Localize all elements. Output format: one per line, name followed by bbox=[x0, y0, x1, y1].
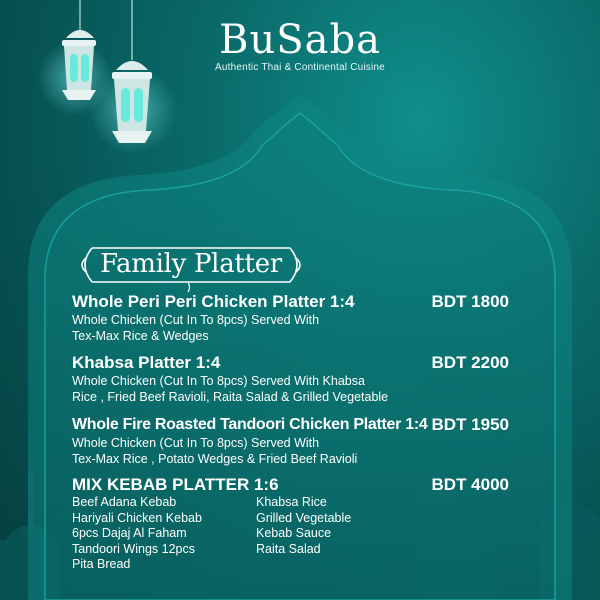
item-price: BDT 1950 bbox=[431, 415, 509, 434]
item-name: Whole Peri Peri Chicken Platter 1:4 bbox=[72, 292, 355, 311]
component-line: Kebab Sauce bbox=[256, 526, 332, 540]
item-description-line: Whole Chicken (Cut In To 8pcs) Served With bbox=[72, 313, 320, 327]
components-column bbox=[72, 495, 256, 573]
item-description-line: Tex-Max Rice , Potato Wedges & Fried Beef Ravioli bbox=[72, 452, 358, 466]
item-components bbox=[72, 495, 527, 573]
item-description-line: Rice , Fried Beef Ravioli, Raita Salad & Grilled Vegetable bbox=[72, 390, 389, 404]
item-description-line: Whole Chicken (Cut In To 8pcs) Served With Khabsa bbox=[72, 374, 365, 388]
item-description-line: Whole Chicken (Cut In To 8pcs) Served With bbox=[72, 436, 320, 450]
brand-block bbox=[205, 18, 395, 73]
menu-item bbox=[72, 292, 527, 344]
component-line: Beef Adana Kebab bbox=[72, 495, 177, 509]
components-column bbox=[256, 495, 426, 573]
component-line: Pita Bread bbox=[72, 557, 131, 571]
item-name: Whole Fire Roasted Tandoori Chicken Platter 1:4 bbox=[72, 416, 428, 433]
item-price: BDT 1800 bbox=[431, 292, 509, 311]
component-line: Hariyali Chicken Kebab bbox=[72, 510, 202, 525]
component-line: Khabsa Rice bbox=[256, 495, 327, 509]
item-price: BDT 4000 bbox=[431, 475, 509, 494]
component-line: Tandoori Wings 12pcs bbox=[72, 541, 195, 556]
item-description bbox=[72, 435, 422, 467]
item-description-line: Tex-Max Rice & Wedges bbox=[72, 329, 209, 343]
item-description bbox=[72, 373, 452, 405]
item-description bbox=[72, 312, 422, 344]
item-price: BDT 2200 bbox=[431, 353, 509, 372]
menu-item bbox=[72, 353, 527, 405]
component-line: 6pcs Dajaj Al Faham bbox=[72, 526, 187, 540]
brand-tagline: Authentic Thai & Continental Cuisine bbox=[215, 62, 385, 73]
component-line: Raita Salad bbox=[256, 541, 321, 556]
menu-item bbox=[72, 415, 527, 467]
section-title: Family Platter bbox=[100, 249, 282, 279]
component-line: Grilled Vegetable bbox=[256, 510, 352, 525]
item-name: MIX KEBAB PLATTER 1:6 bbox=[72, 475, 279, 494]
item-name: Khabsa Platter 1:4 bbox=[72, 353, 221, 372]
menu-item bbox=[72, 475, 527, 573]
brand-logo: BuSaba bbox=[219, 17, 381, 63]
